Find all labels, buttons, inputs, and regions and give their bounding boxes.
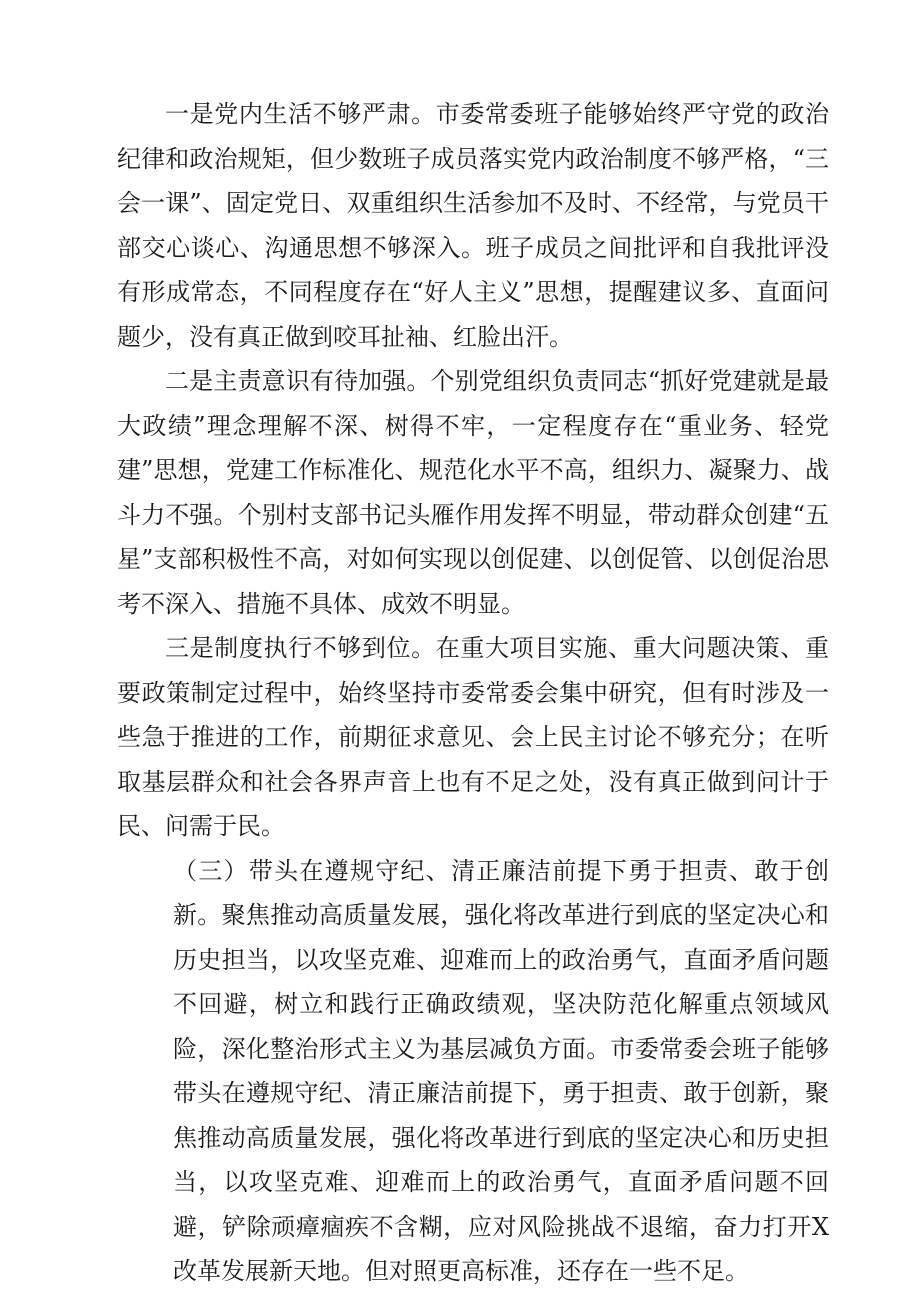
paragraph-system-execution: 三是制度执行不够到位。在重大项目实施、重大问题决策、重要政策制定过程中，始终坚持市委常委会集中研究，但有时涉及一些急于推进的工作，前期征求意见、会上民主讨论不够充分；在听取基层群众和社会各界声音上也有不足之处，没有真正做到问计于民、问需于民。 bbox=[117, 634, 829, 840]
section-heading bbox=[117, 849, 829, 1294]
document-body bbox=[117, 92, 829, 1294]
section-body-text: 聚焦推动高质量发展，强化将改革进行到底的坚定决心和历史担当，以攻坚克难、迎难而上的政治勇气，直面矛盾问题不回避，树立和践行正确政绩观，坚决防范化解重点领域风险，深化整治形式主义为基层减负方面。市委常委会班子能够带头在遵规守纪、清正廉洁前提下，勇于担责、敢于创新，聚焦推动高质量发展，强化将改革进行到底的坚定决心和历史担当，以攻坚克难、迎难而上的政治勇气，直面矛盾问题不回避，铲除顽瘴痼疾不含糊，应对风险挑战不退缩，奋力打开X改革发展新天地。但对照更高标准，还存在一些不足。 bbox=[173, 901, 830, 1285]
paragraph-responsibility: 二是主责意识有待加强。个别党组织负责同志“抓好党建就是最大政绩”理念理解不深、树得不牢，一定程度存在“重业务、轻党建”思想，党建工作标准化、规范化水平不高，组织力、凝聚力、战斗力不强。个别村支部书记头雁作用发挥不明显，带动群众创建“五星”支部积极性不高，对如何实现以创促建、以创促管、以创促治思考不深入、措施不具体、成效不明显。 bbox=[117, 367, 829, 618]
section-heading-text: （三）带头在遵规守纪、清正廉洁前提下勇于担责、敢于创新。 bbox=[173, 856, 829, 929]
paragraph-party-life: 一是党内生活不够严肃。市委常委班子能够始终严守党的政治纪律和政治规矩，但少数班子成员落实党内政治制度不够严格，“三会一课”、固定党日、双重组织生活参加不及时、不经常，与党员干部交心谈心、沟通思想不够深入。班子成员之间批评和自我批评没有形成常态，不同程度存在“好人主义”思想，提醒建议多、直面问题少，没有真正做到咬耳扯袖、红脸出汗。 bbox=[117, 100, 829, 351]
